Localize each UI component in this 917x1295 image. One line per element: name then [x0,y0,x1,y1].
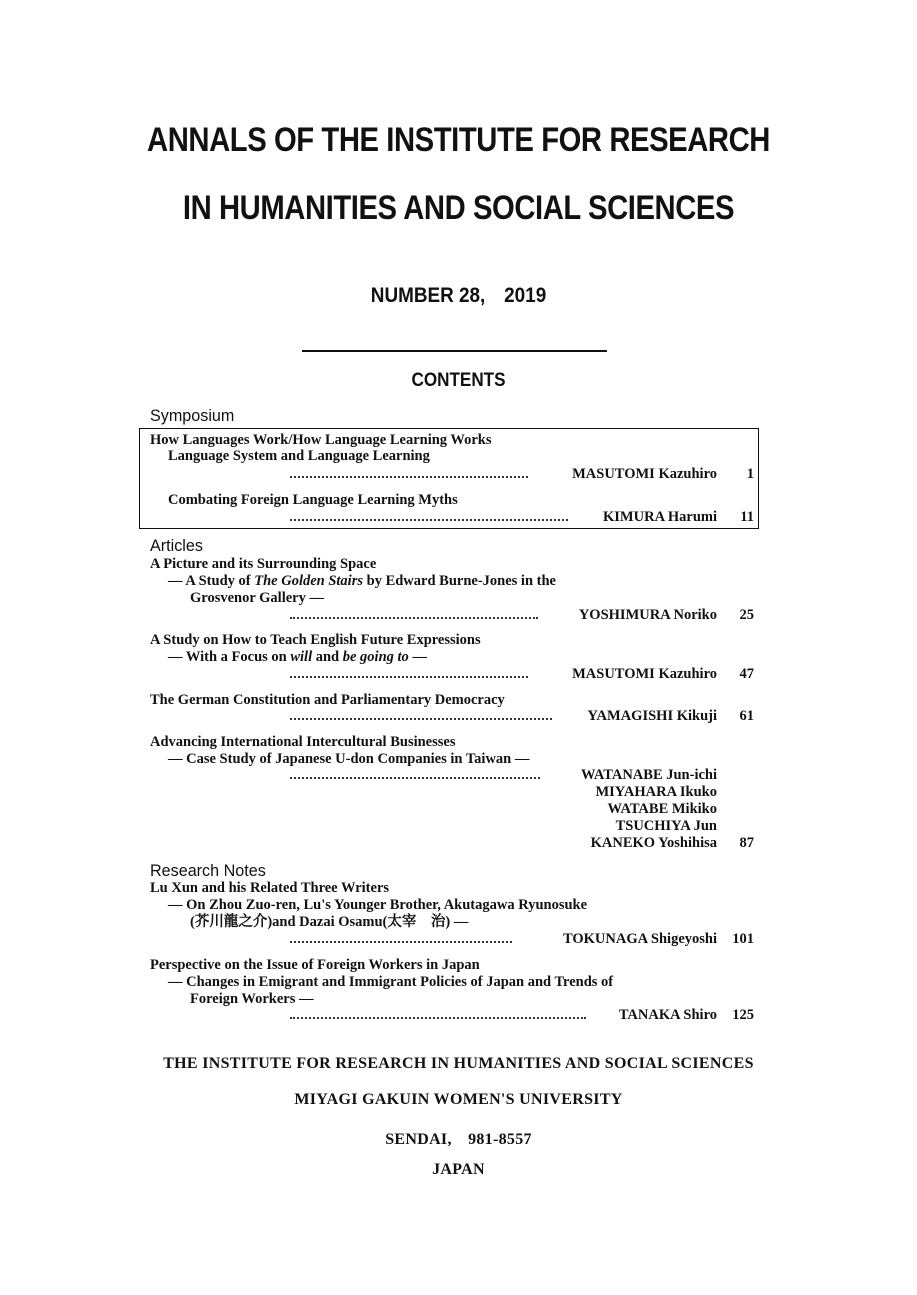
symposium-item2-author: KIMURA Harumi [603,509,717,525]
article4-page: 87 [739,835,754,851]
article4-author-2: MIYAHARA Ikuko [595,784,717,800]
note2-title: Perspective on the Issue of Foreign Workers in Japan [150,957,480,973]
section-symposium: Symposium [150,406,235,425]
article1-author: YOSHIMURA Noriko [578,607,717,623]
symposium-item1-title: Language System and Language Learning [168,448,430,464]
note1-author: TOKUNAGA Shigeyoshi [562,931,717,947]
leader-dots [290,941,512,943]
article3-page: 61 [739,708,754,724]
note2-subtitle: — Changes in Emigrant and Immigrant Policies of Japan and Trends of [168,974,614,990]
article4-title: Advancing International Intercultural Businesses [150,734,456,750]
journal-title-line1: ANNALS OF THE INSTITUTE FOR RESEARCH [147,121,770,159]
article2-page: 47 [739,666,754,682]
publisher-institute: THE INSTITUTE FOR RESEARCH IN HUMANITIES AND SOCIAL SCIENCES [163,1055,754,1072]
article4-author-1: WATANABE Jun-ichi [580,767,717,783]
article1-subtitle-cont: Grosvenor Gallery — [190,590,324,606]
journal-title-line2: IN HUMANITIES AND SOCIAL SCIENCES [182,189,735,227]
note2-author: TANAKA Shiro [618,1007,717,1023]
section-articles: Articles [150,536,203,555]
article1-subtitle: — A Study of The Golden Stairs by Edward Burne-Jones in the [168,573,556,589]
leader-dots [290,476,528,478]
issue-number: NUMBER 28, 2019 [370,284,547,307]
contents-heading: CONTENTS [411,370,506,391]
article4-subtitle: — Case Study of Japanese U-don Companies in Taiwan — [168,751,530,767]
note1-page: 101 [732,931,754,947]
symposium-title: How Languages Work/How Language Learning Works [150,432,492,448]
leader-dots [290,617,538,619]
section-research-notes: Research Notes [150,861,266,880]
publisher-university: MIYAGI GAKUIN WOMEN'S UNIVERSITY [294,1091,623,1108]
leader-dots [290,718,552,720]
note2-page: 125 [732,1007,754,1023]
article1-page: 25 [739,607,754,623]
leader-dots [290,519,568,521]
symposium-item2-page: 11 [740,509,754,525]
article1-title: A Picture and its Surrounding Space [150,556,377,572]
note1-subtitle: — On Zhou Zuo-ren, Lu's Younger Brother, Akutagawa Ryunosuke [168,897,588,913]
publisher-country: JAPAN [432,1161,485,1178]
article2-author: MASUTOMI Kazuhiro [572,666,717,682]
leader-dots [290,1017,586,1019]
article4-author-5: KANEKO Yoshihisa [590,835,717,851]
symposium-item1-author: MASUTOMI Kazuhiro [572,466,717,482]
article4-author-4: TSUCHIYA Jun [615,818,717,834]
leader-dots [290,777,540,779]
article2-title: A Study on How to Teach English Future Expressions [150,632,481,648]
title-divider [302,350,607,352]
publisher-city: SENDAI, 981-8557 [385,1131,532,1148]
note1-subtitle-cont: (芥川龍之介)and Dazai Osamu(太宰 治) — [190,914,469,930]
article2-subtitle: — With a Focus on will and be going to — [168,649,427,665]
note1-title: Lu Xun and his Related Three Writers [150,880,390,896]
symposium-item2-title: Combating Foreign Language Learning Myths [168,492,458,508]
note2-subtitle-cont: Foreign Workers — [190,991,314,1007]
leader-dots [290,676,528,678]
symposium-item1-page: 1 [746,466,754,482]
article3-title: The German Constitution and Parliamentary Democracy [150,692,505,708]
article3-author: YAMAGISHI Kikuji [587,708,717,724]
article4-author-3: WATABE Mikiko [607,801,717,817]
